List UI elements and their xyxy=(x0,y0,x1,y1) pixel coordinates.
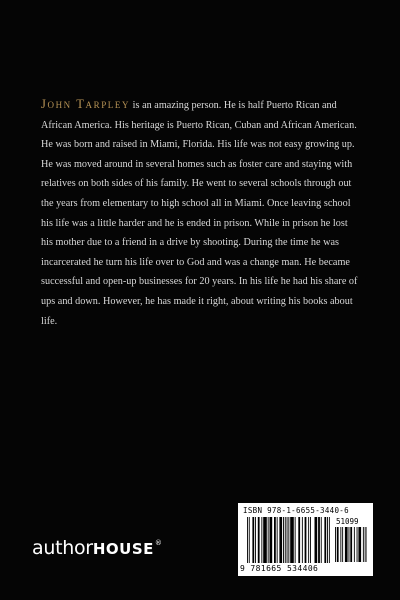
barcode-digits: 9 781665 534406 xyxy=(240,564,319,573)
publisher-logo-author: author xyxy=(32,537,93,559)
publisher-logo xyxy=(32,537,162,559)
price-code: 51099 xyxy=(336,517,359,526)
barcode-bars xyxy=(247,517,333,563)
isbn-label: ISBN 978-1-6655-3440-6 xyxy=(243,506,349,515)
bio-text: is an amazing person. He is half Puerto Rican and African America. His heritage is Puerto Rican, Cuban and African American. He was born and raised in Miami, Florida. His life was not easy growing up. He was moved around in several homes such as foster care and staying with relatives on both sides of his family. He went to several schools through out the years from elementary to high school all in Miami. Once leaving school his life was a little harder and he is ended in prison. While in prison he lost his mother due to a friend in a drive by shooting. During the time he was incarcerated he turn his life over to God and was a change man. He became successful and open-up businesses for 20 years. In his life he had his share of ups and down. However, he has made it right, about writing his books about life. xyxy=(41,100,358,327)
author-bio xyxy=(41,95,361,331)
author-name: John Tarpley xyxy=(41,97,131,111)
publisher-logo-house: HOUSE xyxy=(92,540,154,558)
registered-mark: ® xyxy=(154,539,162,547)
barcode-supplement-bars xyxy=(335,527,367,562)
isbn-barcode xyxy=(238,503,373,576)
